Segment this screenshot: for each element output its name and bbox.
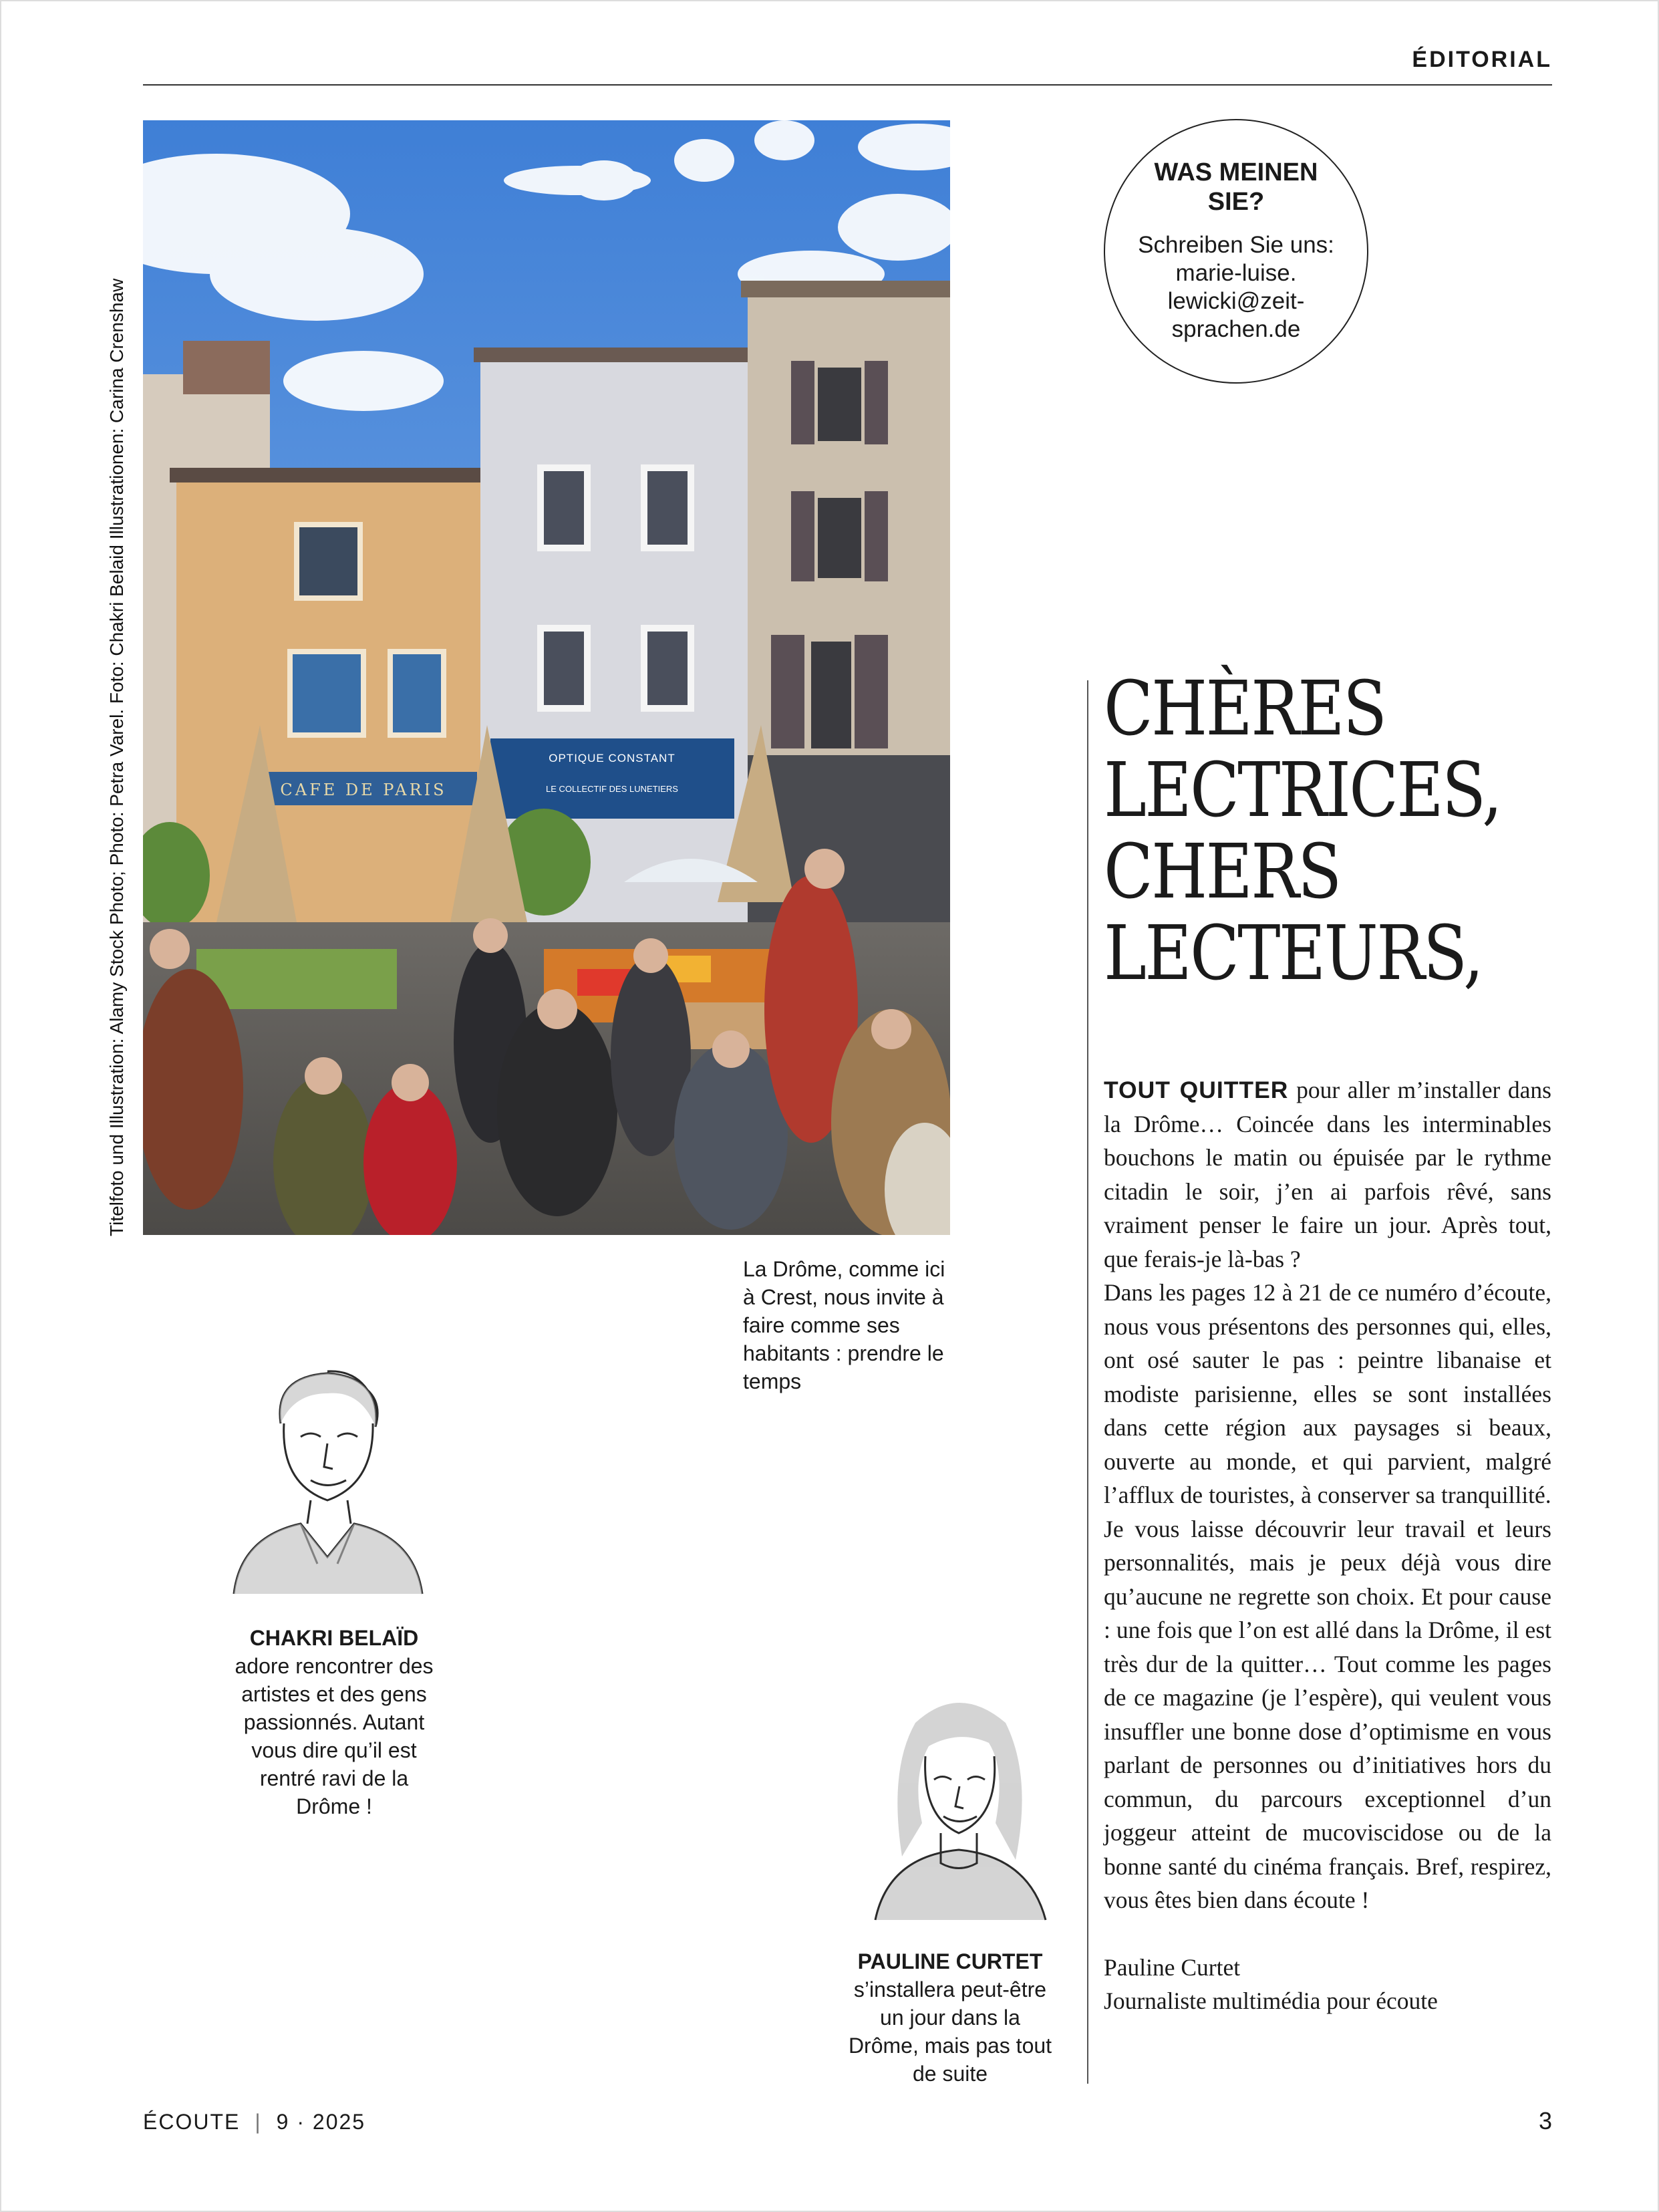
market-photo bbox=[143, 120, 950, 1235]
editorial-body bbox=[1104, 1073, 1551, 2018]
portrait-pauline-curtet bbox=[862, 1689, 1056, 1923]
column-rule bbox=[1087, 680, 1088, 2084]
photo-caption: La Drôme, comme ici à Crest, nous invite à faire comme ses habitants : prendre le temps bbox=[743, 1257, 945, 1393]
page-number: 3 bbox=[1538, 2107, 1552, 2134]
signature-role: Journaliste multimédia pour écoute bbox=[1104, 1987, 1438, 2014]
bio-chakri-belaid bbox=[227, 1624, 441, 1820]
section-label: ÉDITORIAL bbox=[1412, 47, 1552, 72]
photo-sign-cafe: CAFE DE PARIS bbox=[280, 781, 447, 799]
contributor-bio: adore rencontrer des artistes et des gens passionnés. Autant vous dire qu’il est rentré ravi de la Drôme ! bbox=[235, 1654, 434, 1818]
photo-credit: Titelfoto und Illustration: Alamy Stock Photo; Photo: Petra Varel. Foto: Chakri Belaid Illustrationen: Carina Crenshaw bbox=[106, 278, 127, 1236]
headline-line-1: CHÈRES bbox=[1104, 666, 1386, 752]
paragraph-1-text: pour aller m’installer dans la Drôme… Coincée dans les interminables bouchons le matin ou épuisée par le rythme citadin le soir, j’en ai parfois rêvé, sans vraiment penser le faire un jour. Après tout, que ferais-je là-bas ? bbox=[1104, 1077, 1552, 1272]
signature-name: Pauline Curtet bbox=[1104, 1953, 1241, 1981]
paragraph-1 bbox=[1104, 1073, 1551, 1276]
headline-line-2: LECTRICES, bbox=[1104, 747, 1501, 834]
headline-line-4: LECTEURS, bbox=[1104, 910, 1483, 997]
magazine-name: ÉCOUTE bbox=[143, 2110, 241, 2134]
footer-issue bbox=[143, 2110, 365, 2134]
paragraph-3: Je vous laisse découvrir leur travail et leurs personnalités, mais je peux déjà vous dire qu’aucune ne regrette son choix. Et pour cause : une fois que l’on est allé dans la Drôme, il est très dur de la quitter… Tout comme les pages de ce magazine (je l’espère), qui veulent vous insuffler une bonne dose d’optimisme en vous parlant de personnes ou d’initiatives hors du commun, du parcours exceptionnel d’un joggeur atteint de mucoviscidose ou de la bonne santé du cinéma français. Bref, respirez, vous êtes bien dans écoute ! bbox=[1104, 1515, 1551, 1913]
bubble-title: WAS MEINEN SIE? bbox=[1154, 158, 1318, 216]
top-rule bbox=[143, 84, 1552, 86]
photo-sign-optique: OPTIQUE CONSTANT bbox=[549, 752, 675, 765]
feedback-bubble bbox=[1104, 119, 1368, 384]
photo-credit-wrap bbox=[100, 278, 134, 1236]
issue-number: 9 · 2025 bbox=[276, 2110, 366, 2134]
photo-sign-lunetiers: LE COLLECTIF DES LUNETIERS bbox=[546, 784, 678, 794]
headline bbox=[1104, 666, 1501, 997]
footer-separator: | bbox=[255, 2110, 262, 2134]
signature bbox=[1104, 1951, 1551, 2018]
paragraph-2: Dans les pages 12 à 21 de ce numéro d’écoute, nous vous présentons des personnes qui, elles, ont osé sauter le pas : peintre libanaise et modiste parisienne, elles se sont installées dans cette région aux paysages si beaux, ouverte au monde, et qui parvient, malgré l’afflux de touristes, à conserver sa tranquillité. bbox=[1104, 1279, 1551, 1508]
contributor-name: CHAKRI BELAÏD bbox=[249, 1626, 419, 1650]
contributor-bio: s’installera peut-être un jour dans la Drôme, mais pas tout de suite bbox=[848, 1977, 1052, 2086]
bio-pauline-curtet bbox=[843, 1947, 1057, 2088]
bubble-contact[interactable]: Schreiben Sie uns: marie-luise. lewicki@zeit-sprachen.de bbox=[1138, 232, 1334, 342]
contributor-name: PAULINE CURTET bbox=[857, 1949, 1043, 1973]
portrait-chakri-belaid bbox=[227, 1363, 428, 1597]
headline-line-3: CHERS bbox=[1104, 829, 1340, 916]
lead-in: TOUT QUITTER bbox=[1104, 1077, 1289, 1103]
